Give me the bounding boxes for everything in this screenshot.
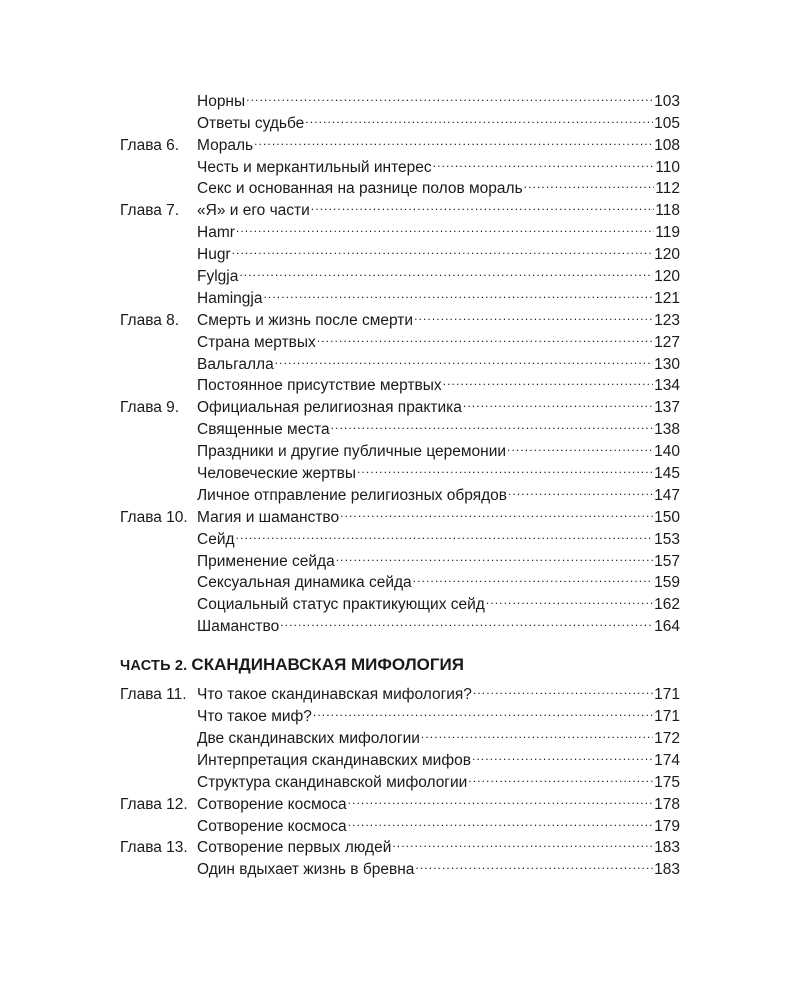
- page-number: 120: [654, 246, 680, 264]
- page-number: 118: [655, 202, 680, 220]
- page-number: 153: [654, 530, 680, 548]
- dot-leader: [357, 456, 653, 478]
- entry-title: Постоянное присутствие мертвых: [197, 377, 442, 395]
- entry-title: Вальгалла: [197, 355, 274, 373]
- toc-entry: [120, 84, 680, 110]
- entry-title: Сейд: [197, 530, 235, 548]
- entry-title: Две скандинавских мифологии: [197, 729, 420, 747]
- dot-leader: [275, 347, 653, 369]
- page-number: 145: [654, 465, 680, 483]
- dot-leader: [524, 172, 655, 194]
- chapter-label: Глава 8.: [120, 311, 180, 329]
- entry-title: Праздники и другие публичные церемонии: [197, 443, 507, 461]
- page-number: 183: [654, 839, 680, 857]
- dot-leader: [414, 303, 653, 325]
- page-number: 179: [654, 817, 680, 835]
- entry-title: Что такое миф?: [197, 708, 312, 726]
- part-title: СКАНДИНАВСКАЯ МИФОЛОГИЯ: [191, 655, 464, 675]
- part-label: ЧАСТЬ 2.: [120, 658, 188, 675]
- dot-leader: [313, 699, 653, 721]
- entry-title: Человеческие жертвы: [197, 465, 356, 483]
- dot-leader: [507, 434, 653, 456]
- dot-leader: [468, 765, 653, 787]
- page-number: 178: [654, 795, 680, 813]
- part-heading: [120, 653, 680, 677]
- page-number: 164: [654, 618, 680, 636]
- dot-leader: [443, 369, 653, 391]
- page-number: 110: [655, 158, 680, 176]
- page-number: 105: [654, 114, 680, 132]
- dot-leader: [433, 150, 655, 172]
- entry-title: Официальная религиозная практика: [197, 399, 462, 417]
- page-number: 119: [655, 224, 680, 242]
- entry-title: Сотворение космоса: [197, 795, 347, 813]
- entry-title: Сотворение космоса: [197, 817, 347, 835]
- dot-leader: [472, 743, 653, 765]
- page-number: 159: [654, 574, 680, 592]
- entry-title: Hamingja: [197, 289, 263, 307]
- page-number: 172: [654, 729, 680, 747]
- dot-leader: [239, 259, 653, 281]
- entry-title: Социальный статус практикующих сейд: [197, 596, 485, 614]
- page-number: 112: [655, 180, 680, 198]
- dot-leader: [232, 237, 654, 259]
- dot-leader: [317, 325, 653, 347]
- entry-title: Норны: [197, 92, 246, 110]
- dot-leader: [348, 787, 654, 809]
- page-number: 174: [654, 751, 680, 769]
- toc-entry: [120, 677, 680, 704]
- entry-title: Священные места: [197, 421, 330, 439]
- dot-leader: [392, 831, 653, 853]
- page-number: 127: [654, 333, 680, 351]
- entry-title: Личное отправление религиозных обрядов: [197, 486, 507, 504]
- entry-title: Интерпретация скандинавских мифов: [197, 751, 471, 769]
- entry-title: Шаманство: [197, 618, 280, 636]
- page-number: 162: [654, 596, 680, 614]
- chapter-label: Глава 12.: [120, 795, 188, 813]
- dot-leader: [236, 522, 654, 544]
- entry-title: Один вдыхает жизнь в бревна: [197, 861, 415, 879]
- entry-title: Структура скандинавской мифологии: [197, 773, 468, 791]
- dot-leader: [280, 609, 653, 631]
- page-number: 120: [654, 268, 680, 286]
- chapter-label: Глава 9.: [120, 399, 180, 417]
- dot-leader: [311, 193, 655, 215]
- entry-title: «Я» и его части: [197, 202, 310, 220]
- dot-leader: [263, 281, 653, 303]
- entry-title: Страна мертвых: [197, 333, 316, 351]
- toc-group-part1: [120, 84, 680, 636]
- dot-leader: [463, 390, 653, 412]
- entry-title: Ответы судьбе: [197, 114, 305, 132]
- page-number: 138: [654, 421, 680, 439]
- table-of-contents: [120, 84, 680, 879]
- dot-leader: [331, 412, 654, 434]
- chapter-label: Глава 10.: [120, 508, 188, 526]
- entry-title: Честь и меркантильный интерес: [197, 158, 432, 176]
- page-number: 134: [654, 377, 680, 395]
- dot-leader: [236, 215, 654, 237]
- dot-leader: [246, 84, 653, 106]
- page-number: 140: [654, 443, 680, 461]
- entry-title: Смерть и жизнь после смерти: [197, 311, 414, 329]
- page-number: 157: [654, 552, 680, 570]
- page-number: 137: [654, 399, 680, 417]
- dot-leader: [486, 587, 653, 609]
- chapter-label: Глава 7.: [120, 202, 180, 220]
- dot-leader: [254, 128, 653, 150]
- chapter-label: Глава 13.: [120, 839, 188, 857]
- entry-title: Hugr: [197, 246, 231, 264]
- entry-title: Применение сейда: [197, 552, 335, 570]
- dot-leader: [340, 500, 653, 522]
- dot-leader: [336, 544, 653, 566]
- page-number: 130: [654, 355, 680, 373]
- page-number: 175: [654, 773, 680, 791]
- dot-leader: [413, 566, 653, 588]
- dot-leader: [348, 809, 654, 831]
- page-number: 183: [654, 861, 680, 879]
- chapter-label: Глава 11.: [120, 686, 187, 704]
- dot-leader: [508, 478, 653, 500]
- page-number: 171: [654, 686, 680, 704]
- dot-leader: [473, 677, 653, 699]
- page-number: 108: [654, 136, 680, 154]
- entry-title: Секс и основанная на разнице полов мораль: [197, 180, 523, 198]
- page-number: 123: [654, 311, 680, 329]
- entry-title: Сотворение первых людей: [197, 839, 392, 857]
- dot-leader: [415, 852, 653, 874]
- page-number: 147: [654, 486, 680, 504]
- toc-group-part2: [120, 677, 680, 879]
- entry-title: Мораль: [197, 136, 254, 154]
- entry-title: Магия и шаманство: [197, 508, 340, 526]
- entry-title: Что такое скандинавская мифология?: [197, 686, 472, 704]
- page-number: 150: [654, 508, 680, 526]
- page-number: 103: [654, 92, 680, 110]
- chapter-label: Глава 6.: [120, 136, 180, 154]
- page-number: 171: [654, 708, 680, 726]
- entry-title: Fylgja: [197, 268, 239, 286]
- page-number: 121: [654, 289, 680, 307]
- entry-title: Сексуальная динамика сейда: [197, 574, 412, 592]
- dot-leader: [421, 721, 653, 743]
- entry-title: Hamr: [197, 224, 235, 242]
- dot-leader: [305, 106, 653, 128]
